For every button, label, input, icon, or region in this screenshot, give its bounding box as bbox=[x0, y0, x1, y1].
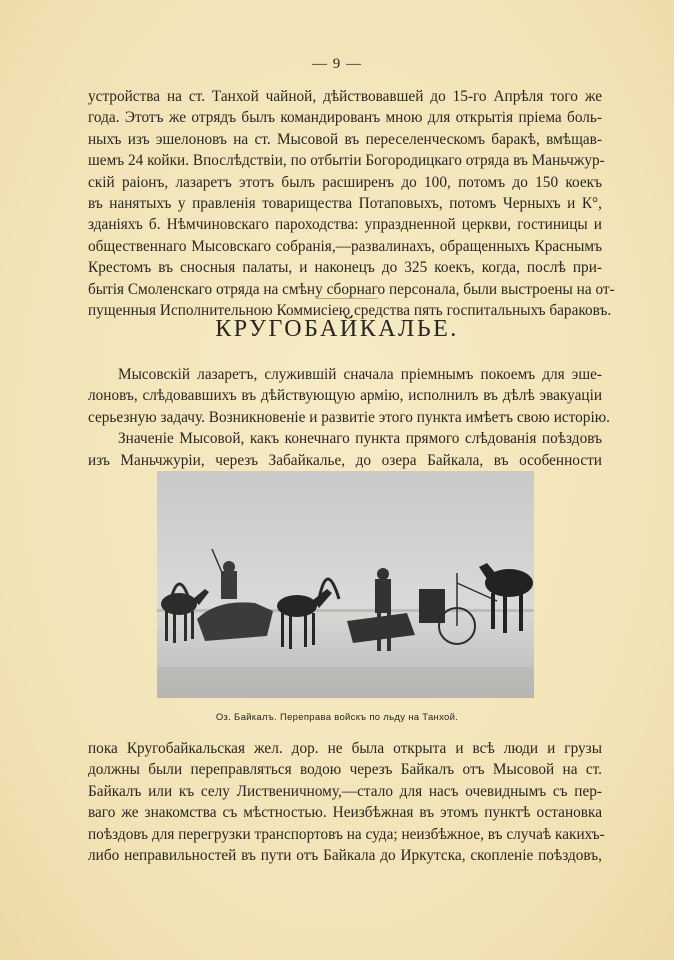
paragraph-2 bbox=[88, 364, 610, 471]
text-line: бытія Смоленскаго отряда на смѣну сборнаго персонала, были выстроены на от- bbox=[88, 280, 615, 298]
photo-illustration bbox=[157, 471, 534, 698]
page-number: — 9 — bbox=[312, 56, 362, 72]
text-line: лоновъ, слѣдовавшихъ въ дѣйствующую армію, исполнилъ въ дѣлѣ эвакуаціи bbox=[88, 387, 602, 405]
text-line: Мысовскій лазаретъ, служившій сначала пріемнымъ покоемъ для эше- bbox=[118, 366, 602, 383]
section-divider bbox=[316, 298, 378, 299]
section-heading: КРУГОБАЙКАЛЬЕ. bbox=[215, 316, 459, 342]
text-line: должны были переправляться водою черезъ Байкалъ отъ Мысовой на ст. bbox=[88, 761, 602, 779]
text-line: серьезную задачу. Возникновеніе и развитіе этого пункта имѣетъ свою исторію. bbox=[88, 408, 610, 426]
photo-caption: Оз. Байкалъ. Переправа войскъ по льду на Танхой. bbox=[215, 712, 459, 723]
paragraph-1 bbox=[88, 86, 615, 321]
text-line: зданіяхъ б. Нѣмчиновскаго пароходства: упраздненной церкви, гостиницы и bbox=[88, 216, 602, 234]
paragraph-3 bbox=[88, 738, 605, 866]
text-line: общественнаго Мысовскаго собранія,—развалинахъ, обращенныхъ Краснымъ bbox=[88, 237, 602, 255]
photograph-baikal-crossing bbox=[157, 471, 534, 698]
text-line: пущенныя Исполнительною Коммисіею средства пять госпитальныхъ бараковъ. bbox=[88, 302, 612, 320]
text-line: шемъ 24 койки. Впослѣдствіи, по отбытіи Богородицкаго отряда въ Маньчжур- bbox=[88, 152, 605, 170]
text-line: устройства на ст. Танхой чайной, дѣйствовавшей до 15-го Апрѣля того же bbox=[88, 88, 602, 105]
text-line: поѣздовъ для перегрузки транспортовъ на суда; неизбѣжное, въ случаѣ какихъ- bbox=[88, 825, 605, 843]
text-line: Крестомъ въ сносныя палаты, и наконецъ до 325 коекъ, когда, послѣ при- bbox=[88, 259, 602, 277]
text-line: изъ Маньчжуріи, черезъ Забайкалье, до озера Байкала, въ особенности bbox=[88, 451, 602, 469]
text-line: ныхъ изъ эшелоновъ на ст. Мысовой въ переселенческомъ баракѣ, вмѣщав- bbox=[88, 130, 602, 148]
text-line: Значеніе Мысовой, какъ конечнаго пункта прямого слѣдованія поѣздовъ bbox=[118, 430, 602, 448]
text-line: года. Этотъ же отрядъ былъ командированъ мною для открытія пріема боль- bbox=[88, 109, 602, 127]
text-line: скій раіонъ, лазаретъ этотъ былъ расширенъ до 100, потомъ до 150 коекъ bbox=[88, 173, 602, 191]
text-line: Байкалъ или къ селу Лиственичному,—стало для насъ очевиднымъ съ пер- bbox=[88, 782, 602, 800]
text-line: ваго же знакомства съ мѣстностью. Неизбѣжная въ этомъ пунктѣ остановка bbox=[88, 804, 602, 822]
text-line: либо неправильностей въ пути отъ Байкала до Иркутска, скопленіе поѣздовъ, bbox=[88, 847, 602, 865]
text-line: въ нанятыхъ у правленія товарищества Потаповыхъ, потомъ Черныхъ и К°, bbox=[88, 195, 602, 213]
text-line: пока Кругобайкальская жел. дор. не была открыта и всѣ люди и грузы bbox=[88, 740, 602, 757]
